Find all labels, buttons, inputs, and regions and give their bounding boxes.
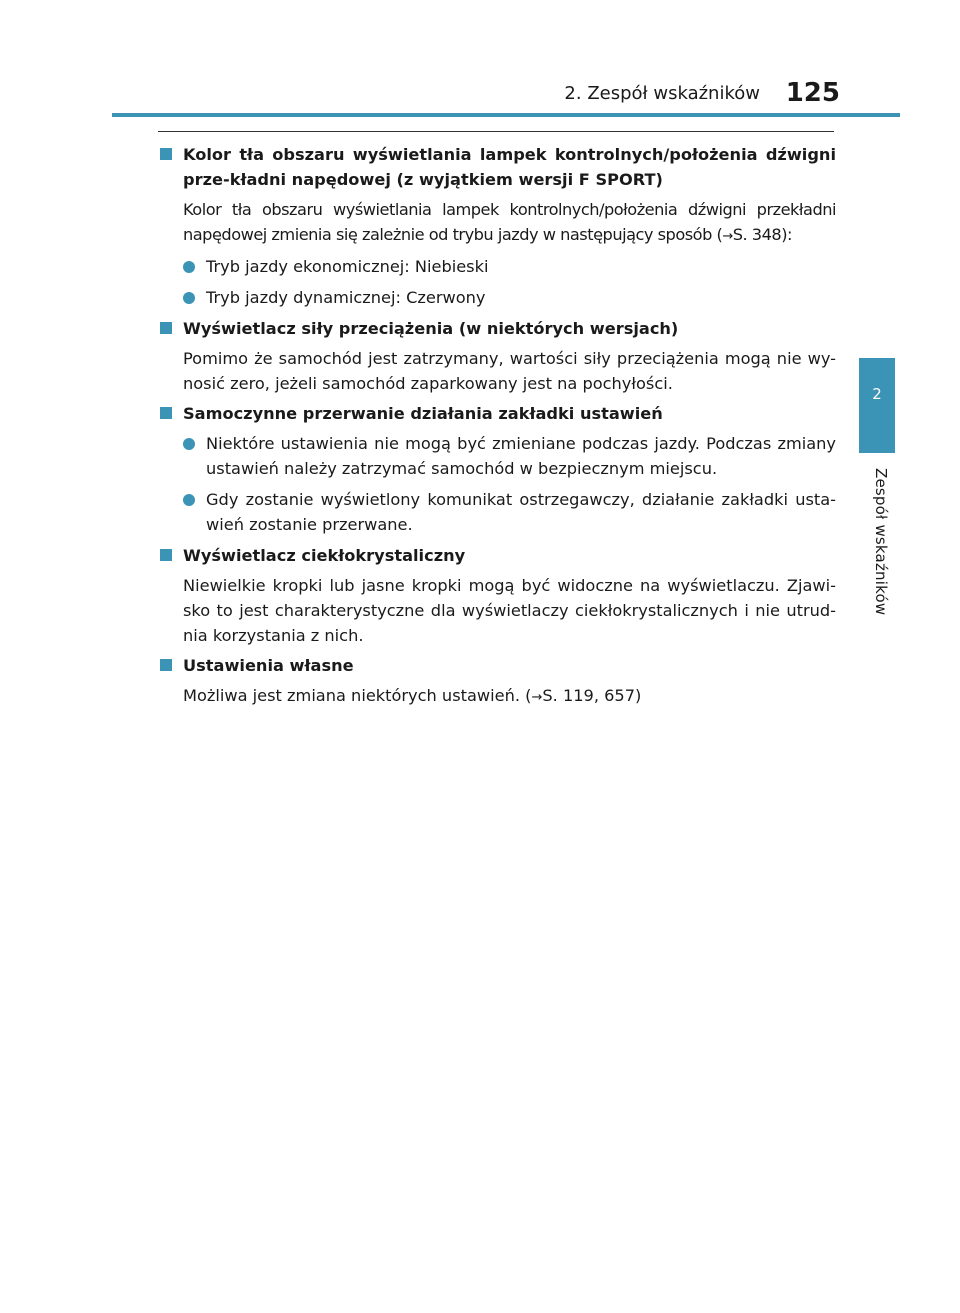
page-reference[interactable]: S. 348):	[732, 225, 792, 244]
section-heading: Samoczynne przerwanie działania zakładki ustawień	[160, 401, 836, 426]
section-settings-interruption	[160, 401, 836, 537]
arrow-right-icon: →	[722, 229, 733, 244]
square-bullet-icon	[160, 407, 172, 419]
circle-bullet-icon	[183, 494, 195, 506]
page-reference[interactable]: S. 119, 657)	[542, 686, 642, 705]
circle-bullet-icon	[183, 261, 195, 273]
square-bullet-icon	[160, 659, 172, 671]
section-paragraph: Pomimo że samochód jest zatrzymany, wartości siły przeciążenia mogą nie wy-nosić zero, jeżeli samochód zaparkowany jest na pochyłości.	[183, 349, 836, 393]
header-rule	[112, 113, 900, 117]
arrow-right-icon: →	[531, 690, 543, 705]
section-paragraph: Możliwa jest zmiana niektórych ustawień. (→S. 119, 657)	[183, 686, 642, 705]
page-content	[160, 142, 836, 715]
list-item: Niektóre ustawienia nie mogą być zmieniane podczas jazdy. Podczas zmiany ustawień należy zatrzymać samochód w bezpiecznym miejscu.	[160, 431, 836, 481]
running-header-chapter: 2. Zespół wskaźników	[564, 83, 760, 104]
square-bullet-icon	[160, 549, 172, 561]
circle-bullet-icon	[183, 292, 195, 304]
section-lcd-display	[160, 543, 836, 648]
section-g-force-display	[160, 316, 836, 396]
section-custom-settings	[160, 653, 836, 710]
square-bullet-icon	[160, 322, 172, 334]
circle-bullet-icon	[183, 438, 195, 450]
content-top-rule	[158, 131, 834, 132]
list-item: Tryb jazdy ekonomicznej: Niebieski	[160, 254, 836, 279]
section-heading: Kolor tła obszaru wyświetlania lampek kontrolnych/położenia dźwigni prze-kładni napędowej (z wyjątkiem wersji F SPORT)	[160, 142, 836, 192]
section-heading: Wyświetlacz ciekłokrystaliczny	[160, 543, 836, 568]
page-number: 125	[785, 78, 840, 108]
chapter-tab[interactable]	[859, 358, 895, 453]
square-bullet-icon	[160, 148, 172, 160]
chapter-tab-label: Zespół wskaźników	[872, 468, 890, 616]
section-background-color	[160, 142, 836, 310]
list-item: Gdy zostanie wyświetlony komunikat ostrzegawczy, działanie zakładki usta-wień zostanie przerwane.	[160, 487, 836, 537]
section-paragraph: Niewielkie kropki lub jasne kropki mogą być widoczne na wyświetlaczu. Zjawi-sko to jest charakterystyczne dla wyświetlaczy ciekłokrystalicznych i nie utrud-nia korzystania z nich.	[183, 576, 836, 645]
chapter-tab-number: 2	[872, 385, 882, 403]
section-paragraph: Kolor tła obszaru wyświetlania lampek kontrolnych/położenia dźwigni przekładni napędowej zmienia się zależnie od trybu jazdy w następujący sposób (→S. 348):	[183, 200, 836, 244]
section-heading: Ustawienia własne	[160, 653, 836, 678]
list-item: Tryb jazdy dynamicznej: Czerwony	[160, 285, 836, 310]
section-heading: Wyświetlacz siły przeciążenia (w niektórych wersjach)	[160, 316, 836, 341]
